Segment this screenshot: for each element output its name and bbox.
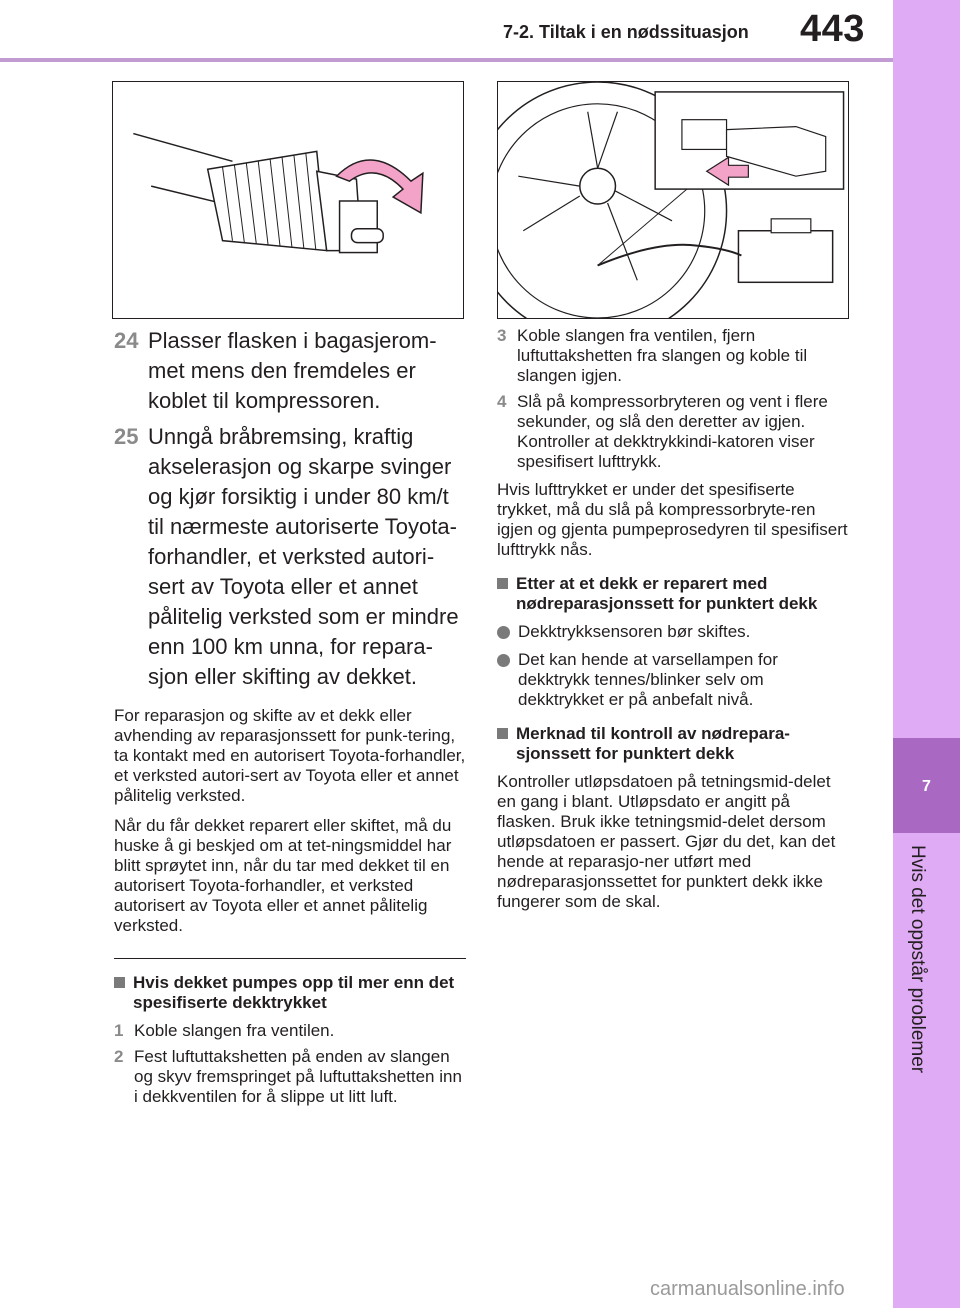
step-number: 24 xyxy=(114,328,139,353)
substep-4 xyxy=(497,392,849,472)
step-25 xyxy=(114,422,466,692)
step-text: Unngå bråbremsing, kraftig akselerasjon og skarpe svinger og kjør forsiktig i under 80 km/t til nærmeste autoriserte Toyota-forhandler, et verksted autori-sert av Toyota eller et annet pålitelig verksted som er mindre enn 100 km unna, for repara-sjon eller skifting av dekket. xyxy=(148,424,459,689)
square-bullet-icon xyxy=(114,977,125,988)
round-bullet-icon xyxy=(497,626,510,639)
bullet-item: Dekktrykksensoren bør skiftes. xyxy=(497,622,849,642)
substep-1 xyxy=(114,1021,466,1041)
kit-check-heading: Merknad til kontroll av nødrepara-sjonssett for punktert dekk xyxy=(497,724,849,764)
pressure-paragraph: Hvis lufttrykket er under det spesifiserte trykket, må du slå på kompressorbryte-ren igjen og gjenta pumpeprosedyren til spesifisert lufttrykk nås. xyxy=(497,480,848,559)
sealant-notice-paragraph: Når du får dekket reparert eller skiftet, må du huske å gi beskjed om at tet-ningsmiddel har blitt sprøytet inn, når du tar med dekket til en autorisert Toyota-forhandler, et verksted autorisert av Toyota eller et annet pålitelig verksted. xyxy=(114,816,452,935)
step-number: 25 xyxy=(114,424,139,449)
expiry-paragraph: Kontroller utløpsdatoen på tetningsmid-delet en gang i blant. Utløpsdato er angitt på flasken. Bruk ikke tetningsmid-delet dersom utløpsdatoen er passert. Gjør du det, kan det hende at reparasjo-ner utført med nødreparasjonssettet for punktert dekk ikke fungerer som de skal. xyxy=(497,772,836,911)
step-text: Slå på kompressorbryteren og vent i flere sekunder, og slå den deretter av igjen. Kontroller at dekktrykkindi-katoren viser spesifisert lufttrykk. xyxy=(517,392,828,471)
after-repair-heading: Etter at et dekk er reparert med nødreparasjonssett for punktert dekk xyxy=(497,574,849,614)
right-column xyxy=(497,326,849,922)
tire-compressor-drawing xyxy=(498,82,848,318)
square-bullet-icon xyxy=(497,578,508,589)
repair-paragraph: For reparasjon og skifte av et dekk eller avhending av reparasjonssett for punk-tering, ta kontakt med en autorisert Toyota-forhandler, et verksted autori-sert av Toyota eller et annet pålitelig verksted. xyxy=(114,706,466,805)
tire-compressor-illustration xyxy=(497,81,849,319)
step-number: 4 xyxy=(497,392,507,411)
page-number: 443 xyxy=(800,8,865,50)
substep-2 xyxy=(114,1047,466,1107)
bullet-item: Det kan hende at varsellampen for dekktrykk tennes/blinker selv om dekktrykket er på anbefalt nivå. xyxy=(497,650,849,710)
square-bullet-icon xyxy=(497,728,508,739)
overpressure-heading: Hvis dekket pumpes opp til mer enn det spesifiserte dekktrykket xyxy=(114,973,466,1013)
step-text: Plasser flasken i bagasjerom-met mens den fremdeles er koblet til kompressoren. xyxy=(148,328,437,413)
hose-cap-drawing xyxy=(113,82,463,318)
step-number: 1 xyxy=(114,1021,124,1040)
hose-cap-illustration xyxy=(112,81,464,319)
chapter-label: Hvis det oppstår problemer xyxy=(907,845,928,1074)
round-bullet-icon xyxy=(497,654,510,667)
chapter-number: 7 xyxy=(893,738,960,833)
substep-3 xyxy=(497,326,849,386)
header-rule xyxy=(0,58,893,62)
step-text: Koble slangen fra ventilen, fjern luftuttakshetten fra slangen og koble til slangen igjen. xyxy=(517,326,808,385)
step-number: 3 xyxy=(497,326,507,345)
step-number: 2 xyxy=(114,1047,124,1066)
chapter-side-tab xyxy=(893,0,960,1308)
watermark: carmanualsonline.info xyxy=(650,1278,845,1300)
step-24 xyxy=(114,326,466,416)
section-divider xyxy=(114,958,466,959)
left-column xyxy=(114,326,466,1113)
section-title: 7-2. Tiltak i en nødssituasjon xyxy=(503,22,749,42)
step-text: Koble slangen fra ventilen. xyxy=(134,1021,335,1040)
step-text: Fest luftuttakshetten på enden av slangen og skyv fremspringet på luftuttakshetten inn i dekkventilen for å slippe ut litt luft. xyxy=(134,1047,462,1106)
